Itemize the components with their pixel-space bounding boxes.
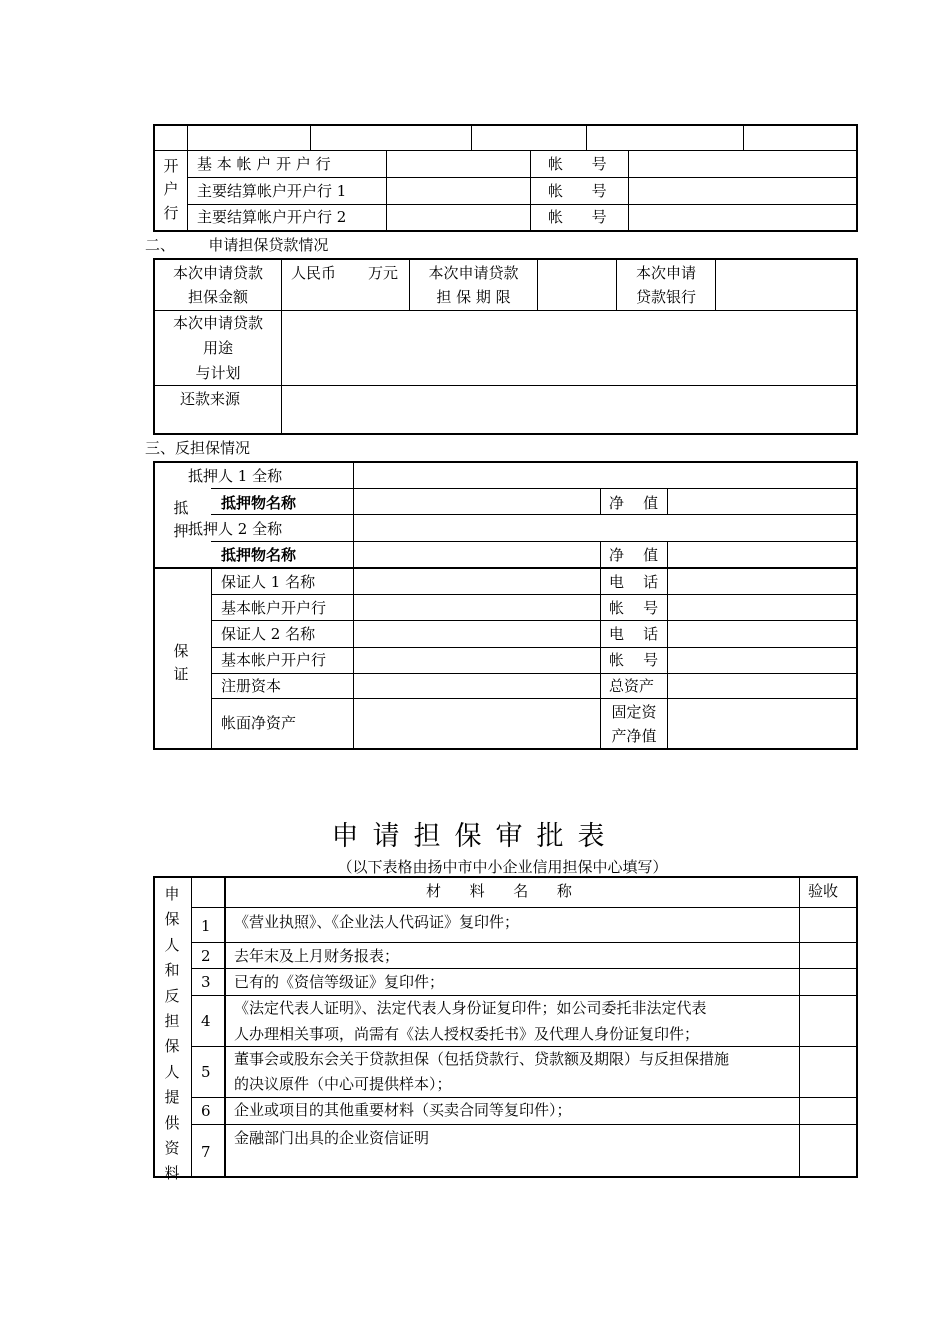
loan-bank-label: 本次申请 贷款银行 xyxy=(635,264,696,306)
item-text: 去年末及上月财务报表； xyxy=(234,947,400,965)
amount-label: 本次申请贷款 担保金额 xyxy=(172,264,263,306)
book-net-assets-label: 帐面净资产 xyxy=(221,714,297,732)
settle-bank2-label: 主要结算帐户开户行 2 xyxy=(197,208,347,226)
settle-bank1-label: 主要结算帐户开户行 1 xyxy=(197,182,347,200)
amount-unit: 人民币 xyxy=(291,264,337,282)
bank-group-label: 开 户 行 xyxy=(163,157,179,222)
reg-capital-label: 注册资本 xyxy=(221,677,282,695)
item-text: 《营业执照》、《企业法人代码证》复印件； xyxy=(234,913,520,931)
item-no: 2 xyxy=(201,947,211,965)
mortgage-item2-label: 抵押物名称 xyxy=(221,546,297,564)
item-text: 金融部门出具的企业资信证明 xyxy=(234,1129,430,1147)
net-value1-label: 净 值 xyxy=(609,494,659,512)
basic-bank1-label: 基本帐户开户行 xyxy=(221,599,327,617)
item-text: 《法定代表人证明》、法定代表人身份证复印件；如公司委托非法定代表 xyxy=(234,999,707,1017)
acct-label: 帐 号 xyxy=(548,208,607,226)
mortgage-group-label: 抵 押 xyxy=(173,499,189,541)
mortgage-item1-label: 抵押物名称 xyxy=(221,494,297,512)
item-text: 已有的《资信等级证》复印件； xyxy=(234,973,445,991)
mortgagor1-label: 抵押人 1 全称 xyxy=(188,467,283,485)
provider-side-label: 申 保 人 和 反 担 保 人 提 供 资 料 xyxy=(164,885,180,1183)
item-no: 1 xyxy=(201,917,211,935)
section3-heading: 三、反担保情况 xyxy=(145,439,251,457)
guarantee-group-label: 保 证 xyxy=(173,642,189,684)
section2-heading: 二、 申请担保贷款情况 xyxy=(145,236,329,254)
approval-title: 申请担保审批表 xyxy=(331,821,619,852)
total-assets-label: 总资产 xyxy=(609,677,655,695)
repay-label: 还款来源 xyxy=(180,390,241,408)
guarantor1-label: 保证人 1 名称 xyxy=(221,573,316,591)
material-header: 材 料 名 称 xyxy=(426,882,572,900)
item-text: 的决议原件（中心可提供样本）； xyxy=(234,1075,452,1093)
amount-wan: 万元 xyxy=(368,264,399,282)
item-no: 4 xyxy=(201,1012,211,1030)
acct1-label: 帐 号 xyxy=(609,599,659,617)
phone1-label: 电 话 xyxy=(609,573,659,591)
acct-label: 帐 号 xyxy=(548,155,607,173)
fixed-assets-label: 固定资 产净值 xyxy=(611,702,657,745)
net-value2-label: 净 值 xyxy=(609,546,659,564)
term-label: 本次申请贷款 担 保 期 限 xyxy=(428,264,519,306)
item-no: 7 xyxy=(201,1143,211,1161)
acct-label: 帐 号 xyxy=(548,182,607,200)
guarantor2-label: 保证人 2 名称 xyxy=(221,625,316,643)
basic-bank2-label: 基本帐户开户行 xyxy=(221,651,327,669)
item-text: 企业或项目的其他重要材料（买卖合同等复印件）； xyxy=(234,1101,572,1119)
item-text: 人办理相关事项，尚需有《法人授权委托书》及代理人身份证复印件； xyxy=(234,1025,700,1043)
mortgagor2-label: 抵押人 2 全称 xyxy=(188,520,283,538)
check-header: 验收 xyxy=(808,882,839,900)
item-no: 5 xyxy=(201,1063,211,1081)
item-no: 3 xyxy=(201,973,211,991)
basic-bank-label: 基 本 帐 户 开 户 行 xyxy=(197,155,331,173)
purpose-label: 本次申请贷款 用途 与计划 xyxy=(172,314,263,382)
item-text: 董事会或股东会关于贷款担保（包括贷款行、贷款额及期限）与反担保措施 xyxy=(234,1050,730,1068)
item-no: 6 xyxy=(201,1102,211,1120)
phone2-label: 电 话 xyxy=(609,625,659,643)
approval-subtitle: （以下表格由扬中市中小企业信用担保中心填写） xyxy=(337,858,668,876)
acct2-label: 帐 号 xyxy=(609,651,659,669)
